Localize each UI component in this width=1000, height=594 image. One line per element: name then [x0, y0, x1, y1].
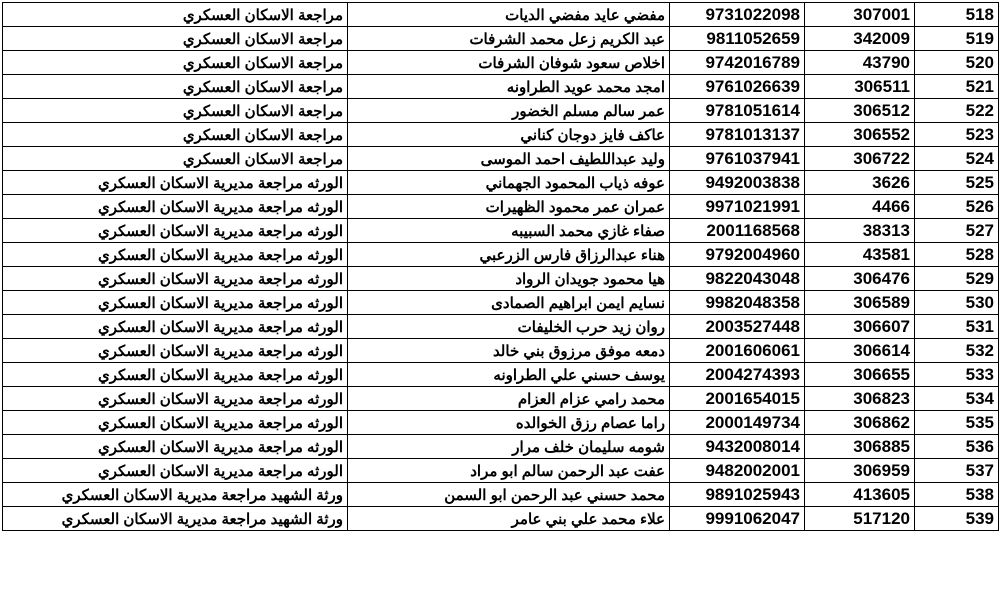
national-number-cell: 2000149734 [670, 411, 805, 435]
row-number-cell: 518 [915, 3, 999, 27]
national-number-cell: 9781051614 [670, 99, 805, 123]
table-row [3, 387, 999, 411]
note-cell: الورثه مراجعة مديرية الاسكان العسكري [3, 387, 348, 411]
name-cell: راما عصام رزق الخوالده [348, 411, 670, 435]
note-cell: الورثه مراجعة مديرية الاسكان العسكري [3, 195, 348, 219]
national-number-cell: 9761026639 [670, 75, 805, 99]
table-row [3, 51, 999, 75]
national-number-cell: 2001606061 [670, 339, 805, 363]
table-row [3, 435, 999, 459]
name-cell: محمد رامي عزام العزام [348, 387, 670, 411]
row-number-cell: 527 [915, 219, 999, 243]
code-cell: 306959 [805, 459, 915, 483]
name-cell: دمعه موفق مرزوق بني خالد [348, 339, 670, 363]
row-number-cell: 529 [915, 267, 999, 291]
name-cell: اخلاص سعود شوفان الشرفات [348, 51, 670, 75]
national-number-cell: 9781013137 [670, 123, 805, 147]
row-number-cell: 525 [915, 171, 999, 195]
records-table-body [3, 3, 999, 531]
code-cell: 413605 [805, 483, 915, 507]
row-number-cell: 523 [915, 123, 999, 147]
table-row [3, 27, 999, 51]
note-cell: الورثه مراجعة مديرية الاسكان العسكري [3, 171, 348, 195]
name-cell: عبد الكريم زعل محمد الشرفات [348, 27, 670, 51]
code-cell: 43581 [805, 243, 915, 267]
table-row [3, 147, 999, 171]
code-cell: 306589 [805, 291, 915, 315]
name-cell: هيا محمود جويدان الرواد [348, 267, 670, 291]
name-cell: صفاء غازي محمد السبيبه [348, 219, 670, 243]
table-row [3, 315, 999, 339]
table-row [3, 291, 999, 315]
code-cell: 306885 [805, 435, 915, 459]
name-cell: عاكف فايز دوجان كناني [348, 123, 670, 147]
national-number-cell: 9792004960 [670, 243, 805, 267]
note-cell: الورثه مراجعة مديرية الاسكان العسكري [3, 339, 348, 363]
name-cell: يوسف حسني علي الطراونه [348, 363, 670, 387]
national-number-cell: 2004274393 [670, 363, 805, 387]
table-row [3, 3, 999, 27]
row-number-cell: 530 [915, 291, 999, 315]
name-cell: وليد عبداللطيف احمد الموسى [348, 147, 670, 171]
row-number-cell: 526 [915, 195, 999, 219]
national-number-cell: 9492003838 [670, 171, 805, 195]
row-number-cell: 533 [915, 363, 999, 387]
note-cell: الورثه مراجعة مديرية الاسكان العسكري [3, 363, 348, 387]
national-number-cell: 2001168568 [670, 219, 805, 243]
note-cell: الورثه مراجعة مديرية الاسكان العسكري [3, 435, 348, 459]
table-row [3, 459, 999, 483]
national-number-cell: 9432008014 [670, 435, 805, 459]
code-cell: 306512 [805, 99, 915, 123]
name-cell: عفت عبد الرحمن سالم ابو مراد [348, 459, 670, 483]
row-number-cell: 522 [915, 99, 999, 123]
national-number-cell: 9991062047 [670, 507, 805, 531]
code-cell: 3626 [805, 171, 915, 195]
note-cell: ورثة الشهيد مراجعة مديرية الاسكان العسكري [3, 507, 348, 531]
code-cell: 306722 [805, 147, 915, 171]
national-number-cell: 9822043048 [670, 267, 805, 291]
national-number-cell: 9971021991 [670, 195, 805, 219]
note-cell: الورثه مراجعة مديرية الاسكان العسكري [3, 267, 348, 291]
table-row [3, 339, 999, 363]
row-number-cell: 539 [915, 507, 999, 531]
table-row [3, 411, 999, 435]
table-row [3, 267, 999, 291]
code-cell: 342009 [805, 27, 915, 51]
note-cell: الورثه مراجعة مديرية الاسكان العسكري [3, 243, 348, 267]
table-row [3, 75, 999, 99]
table-row [3, 219, 999, 243]
national-number-cell: 9891025943 [670, 483, 805, 507]
row-number-cell: 520 [915, 51, 999, 75]
table-row [3, 171, 999, 195]
row-number-cell: 524 [915, 147, 999, 171]
name-cell: نسايم ايمن ابراهيم الصمادى [348, 291, 670, 315]
code-cell: 306511 [805, 75, 915, 99]
national-number-cell: 9811052659 [670, 27, 805, 51]
note-cell: الورثه مراجعة مديرية الاسكان العسكري [3, 291, 348, 315]
code-cell: 306552 [805, 123, 915, 147]
code-cell: 306614 [805, 339, 915, 363]
name-cell: علاء محمد علي بني عامر [348, 507, 670, 531]
code-cell: 307001 [805, 3, 915, 27]
note-cell: ورثة الشهيد مراجعة مديرية الاسكان العسكري [3, 483, 348, 507]
name-cell: عوفه ذياب المحمود الجهماني [348, 171, 670, 195]
row-number-cell: 521 [915, 75, 999, 99]
note-cell: الورثه مراجعة مديرية الاسكان العسكري [3, 219, 348, 243]
national-number-cell: 9761037941 [670, 147, 805, 171]
national-number-cell: 9482002001 [670, 459, 805, 483]
row-number-cell: 537 [915, 459, 999, 483]
name-cell: هناء عبدالرزاق فارس الزرعبي [348, 243, 670, 267]
code-cell: 4466 [805, 195, 915, 219]
code-cell: 306476 [805, 267, 915, 291]
code-cell: 38313 [805, 219, 915, 243]
row-number-cell: 535 [915, 411, 999, 435]
code-cell: 306607 [805, 315, 915, 339]
name-cell: عمر سالم مسلم الخضور [348, 99, 670, 123]
table-row [3, 123, 999, 147]
note-cell: مراجعة الاسكان العسكري [3, 147, 348, 171]
note-cell: مراجعة الاسكان العسكري [3, 27, 348, 51]
code-cell: 517120 [805, 507, 915, 531]
note-cell: الورثه مراجعة مديرية الاسكان العسكري [3, 411, 348, 435]
note-cell: الورثه مراجعة مديرية الاسكان العسكري [3, 315, 348, 339]
national-number-cell: 2003527448 [670, 315, 805, 339]
row-number-cell: 532 [915, 339, 999, 363]
note-cell: مراجعة الاسكان العسكري [3, 123, 348, 147]
row-number-cell: 536 [915, 435, 999, 459]
name-cell: شومه سليمان خلف مرار [348, 435, 670, 459]
row-number-cell: 528 [915, 243, 999, 267]
note-cell: مراجعة الاسكان العسكري [3, 3, 348, 27]
row-number-cell: 534 [915, 387, 999, 411]
national-number-cell: 9982048358 [670, 291, 805, 315]
name-cell: عمران عمر محمود الظهيرات [348, 195, 670, 219]
name-cell: امجد محمد عويد الطراونه [348, 75, 670, 99]
note-cell: مراجعة الاسكان العسكري [3, 75, 348, 99]
national-number-cell: 9731022098 [670, 3, 805, 27]
note-cell: الورثه مراجعة مديرية الاسكان العسكري [3, 459, 348, 483]
row-number-cell: 538 [915, 483, 999, 507]
table-row [3, 363, 999, 387]
national-number-cell: 2001654015 [670, 387, 805, 411]
records-table [2, 2, 999, 531]
table-row [3, 195, 999, 219]
name-cell: مفضي عايد مفضي الديات [348, 3, 670, 27]
code-cell: 306655 [805, 363, 915, 387]
code-cell: 306823 [805, 387, 915, 411]
code-cell: 306862 [805, 411, 915, 435]
name-cell: روان زيد حرب الخليفات [348, 315, 670, 339]
table-row [3, 99, 999, 123]
national-number-cell: 9742016789 [670, 51, 805, 75]
table-row [3, 483, 999, 507]
note-cell: مراجعة الاسكان العسكري [3, 51, 348, 75]
row-number-cell: 531 [915, 315, 999, 339]
code-cell: 43790 [805, 51, 915, 75]
table-row [3, 243, 999, 267]
name-cell: محمد حسني عبد الرحمن ابو السمن [348, 483, 670, 507]
row-number-cell: 519 [915, 27, 999, 51]
table-row [3, 507, 999, 531]
note-cell: مراجعة الاسكان العسكري [3, 99, 348, 123]
